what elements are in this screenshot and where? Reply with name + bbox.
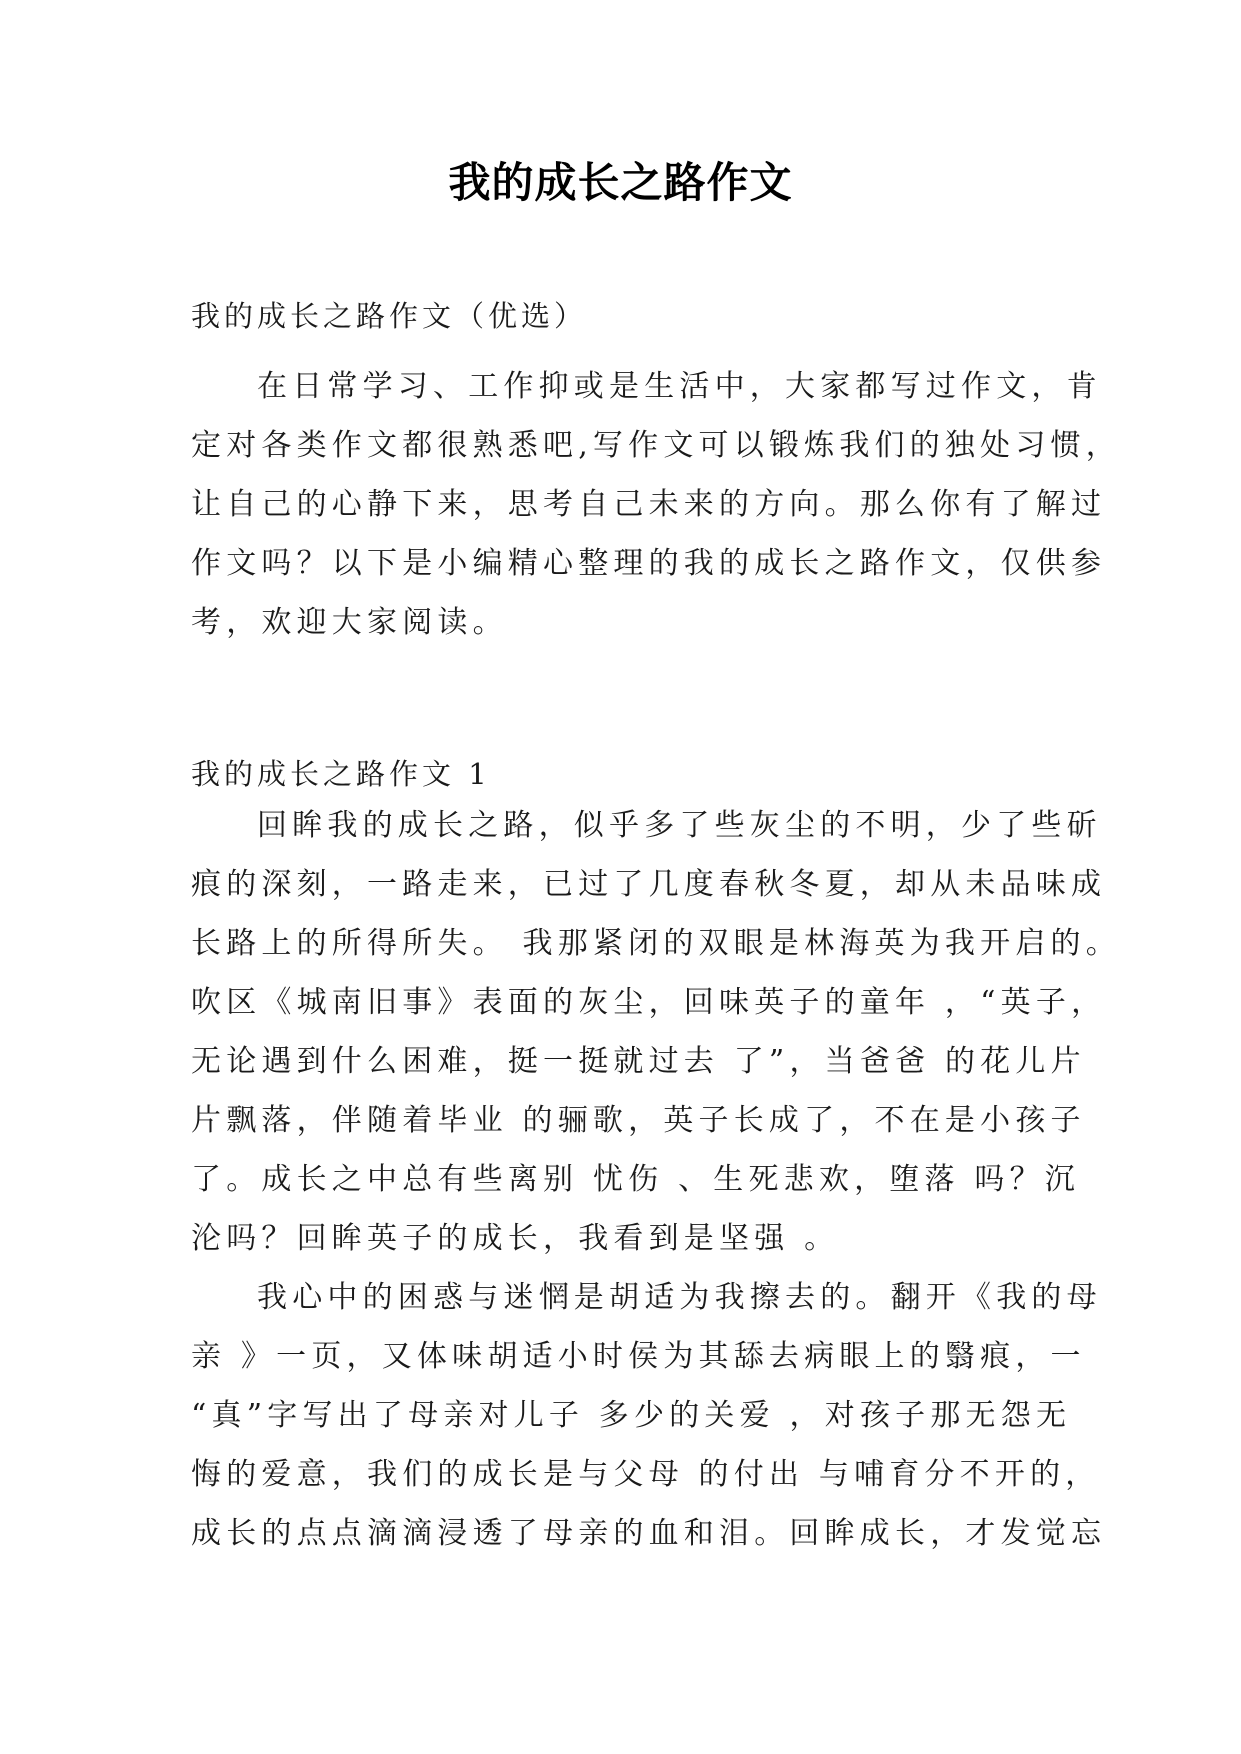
text-line: “真”字写出了母亲对儿子 多少的关爱 ，对孩子那无怨无 (191, 1398, 1072, 1433)
text-line: 回眸我的成长之路，似乎多了些灰尘的不明，少了些斫 (257, 808, 1102, 843)
text-line: 痕的深刻，一路走来，已过了几度春秋冬夏，却从未品味成 (191, 867, 1107, 902)
text-line: 定对各类作文都很熟悉吧,写作文可以锻炼我们的独处习惯， (191, 428, 1121, 463)
text-line: 我心中的困惑与迷惘是胡适为我擦去的。翻开《我的母 (257, 1280, 1102, 1315)
text-line: 无论遇到什么困难，挺一挺就过去 了”，当爸爸 的花儿片 (191, 1044, 1086, 1079)
section-heading: 我的成长之路作文 1 (191, 757, 491, 791)
text-line: 长路上的所得所失。 我那紧闭的双眼是林海英为我开启的。 (191, 926, 1121, 961)
text-line: 在日常学习、工作抑或是生活中，大家都写过作文，肯 (257, 369, 1102, 404)
text-line: 考，欢迎大家阅读。 (191, 605, 508, 640)
document-title: 我的成长之路作文 (448, 158, 793, 207)
section1-paragraph-2 (191, 1268, 1107, 1563)
text-line: 成长的点点滴滴浸透了母亲的血和泪。回眸成长，才发觉忘 (191, 1516, 1107, 1551)
text-line: 片飘落，伴随着毕业 的骊歌，英子长成了，不在是小孩子 (191, 1103, 1086, 1138)
document-subtitle: 我的成长之路作文（优选） (191, 299, 588, 333)
text-line: 悔的爱意，我们的成长是与父母 的付出 与哺育分不开的， (191, 1457, 1101, 1492)
text-line: 让自己的心静下来，思考自己未来的方向。那么你有了解过 (191, 487, 1107, 522)
text-line: 作文吗？以下是小编精心整理的我的成长之路作文，仅供参 (191, 546, 1107, 581)
section1-paragraph-1 (191, 796, 1121, 1268)
text-line: 亲 》一页，又体味胡适小时侯为其舔去病眼上的翳痕，一 (191, 1339, 1086, 1374)
text-line: 吹区《城南旧事》表面的灰尘，回味英子的童年 ，“英子， (191, 985, 1107, 1020)
intro-paragraph (191, 357, 1121, 652)
text-line: 沦吗？回眸英子的成长，我看到是坚强 。 (191, 1221, 840, 1256)
text-line: 了。成长之中总有些离别 忧伤 、生死悲欢，堕落 吗？沉 (191, 1162, 1081, 1197)
